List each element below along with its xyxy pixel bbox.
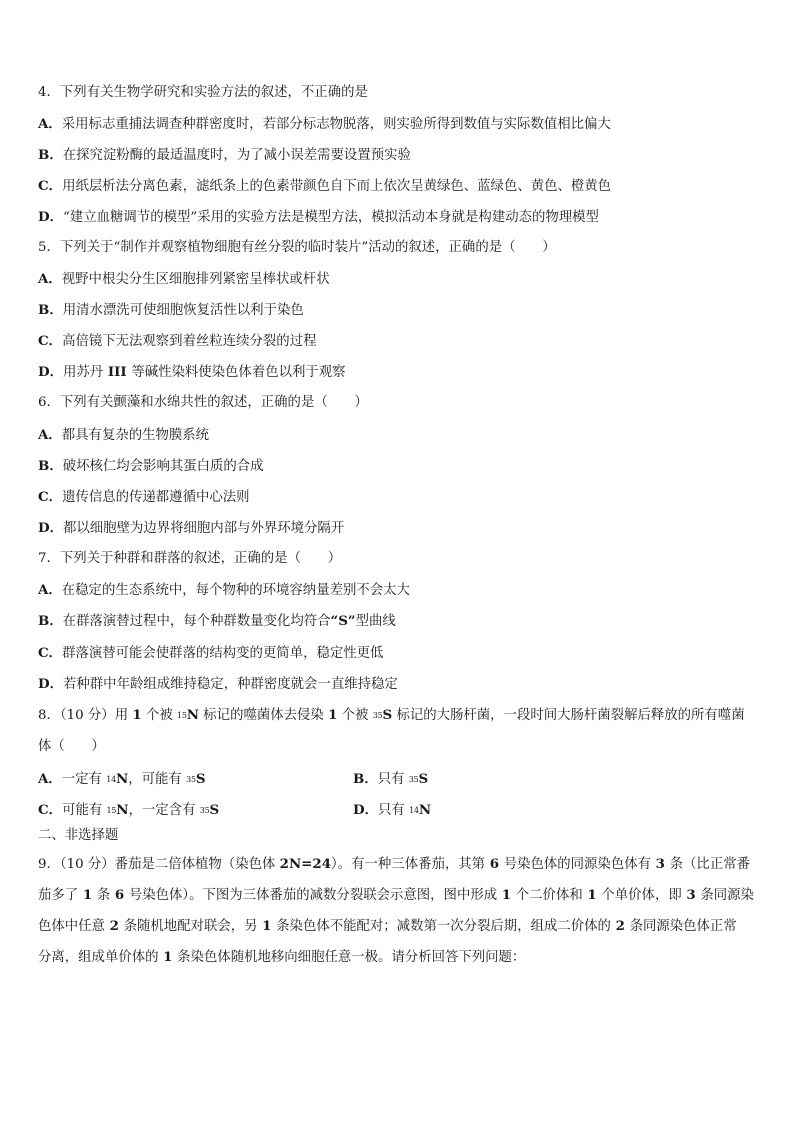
q4-option-b-text: 在探究淀粉酶的最适温度时，为了减小误差需要设置预实验 — [62, 148, 411, 163]
q4-option-c — [38, 177, 611, 196]
q5-option-c — [38, 332, 316, 351]
option-label: B． — [38, 147, 63, 163]
q8-option-a — [38, 772, 206, 787]
q4-option-d-text: “建立血糖调节的模型”采用的实验方法是模型方法，模拟活动本身就是构建动态的物理模型 — [63, 210, 599, 225]
q7-option-b-bold: “S” — [330, 613, 356, 629]
q9-bold: 1 — [257, 918, 277, 934]
q8-s2: 个被 — [145, 708, 173, 723]
q8-a-iso2: 35 — [186, 775, 196, 784]
q5-option-d-bold: III — [103, 364, 132, 380]
q8-option-d — [353, 801, 431, 820]
q6-option-c — [38, 488, 250, 507]
q8-a-el: N — [116, 771, 129, 787]
q9-bold: 1 — [497, 887, 516, 903]
q8-b-pre: 只有 — [377, 772, 405, 787]
q8-options-row2 — [38, 801, 758, 820]
option-label: D． — [38, 209, 64, 225]
q9-text: 9．（10 分）番茄是二倍体植物（染色体 — [38, 857, 280, 872]
q9-text: 号染色体的同源染色体有 — [503, 857, 651, 872]
q9-bold: 2 — [610, 918, 630, 934]
option-label: C． — [38, 645, 63, 661]
option-label: C． — [38, 178, 63, 194]
q5-option-a-text: 视野中根尖分生区细胞排列紧密呈棒状或杆状 — [61, 272, 330, 287]
q9-bold: 2N=24 — [279, 856, 332, 872]
q7-option-b-post: 型曲线 — [355, 614, 396, 629]
q9-bold: 1 — [158, 949, 178, 965]
q8-option-c — [38, 803, 219, 818]
q4-option-a-text: 采用标志重捕法调查种群密度时，若部分标志物脱落，则实验所得到数值与实际数值相比偏大 — [61, 117, 611, 132]
question-9-line4 — [38, 948, 525, 967]
q8-a-el2: S — [195, 771, 206, 787]
q7-option-d — [38, 675, 398, 694]
q5-option-d-pre: 用苏丹 — [63, 365, 104, 380]
q9-bold: 1 — [582, 887, 602, 903]
q8-s1: 用 — [114, 708, 129, 723]
section-heading: 二、非选择题 — [38, 828, 119, 843]
q9-text: 条 — [96, 888, 111, 903]
q9-bold: 3 — [651, 856, 670, 872]
q7-option-c — [38, 644, 383, 663]
q6-option-b — [38, 457, 264, 476]
q8-a-mid: ，可能有 — [128, 772, 182, 787]
option-label: A． — [38, 271, 62, 287]
q9-text: 条染色体随机地移向细胞任意一极。请分析回答下列问题： — [177, 950, 526, 965]
question-8-stem — [38, 706, 745, 725]
option-label: B． — [353, 771, 378, 787]
question-9-line2 — [38, 886, 754, 905]
q9-text: 号染色体）。下图为三体番茄的减数分裂联会示意图，图中形成 — [128, 888, 498, 903]
option-label: B． — [38, 458, 63, 474]
q4-option-a — [38, 115, 611, 134]
q8-S: S — [382, 707, 393, 723]
q8-a-pre: 一定有 — [61, 772, 102, 787]
q6-option-a-text: 都具有复杂的生物膜系统 — [61, 428, 210, 443]
option-label: D． — [38, 364, 64, 380]
q9-text: 个单价体，即 — [601, 888, 682, 903]
q4-option-c-text: 用纸层析法分离色素，滤纸条上的色素带颜色自下而上依次呈黄绿色、蓝绿色、黄色、橙黄色 — [62, 179, 612, 194]
question-9-line3 — [38, 917, 737, 936]
q8-s4: 个被 — [341, 708, 369, 723]
q8-c-el: N — [116, 802, 129, 818]
option-label: C． — [38, 333, 63, 349]
q8-c-iso2: 35 — [199, 806, 210, 815]
option-label: B． — [38, 302, 63, 318]
q9-text: 茄多了 — [38, 888, 79, 903]
q9-text: 色体中任意 — [38, 919, 105, 934]
q7-option-d-text: 若种群中年龄组成维持稳定，种群密度就会一直维持稳定 — [63, 677, 398, 692]
q8-d-el: N — [418, 802, 432, 818]
q9-text: 条同源染 — [700, 888, 754, 903]
option-label: D． — [353, 802, 379, 818]
q9-text: ）。有一种三体番茄，其第 — [331, 857, 486, 872]
q8-c-pre: 可能有 — [62, 803, 103, 818]
q8-options-row1 — [38, 770, 758, 789]
q5-option-b — [38, 301, 304, 320]
q7-option-b-pre: 在群落演替过程中，每个种群数量变化均符合 — [62, 614, 331, 629]
q8-iso35: 35 — [372, 711, 383, 720]
q9-bold: 6 — [110, 887, 129, 903]
option-label: B． — [38, 613, 63, 629]
q6-option-d — [38, 519, 344, 538]
option-label: A． — [38, 427, 62, 443]
option-label: D． — [38, 520, 64, 536]
q5-option-d — [38, 363, 346, 382]
q8-d-pre: 只有 — [378, 803, 405, 818]
q9-text: 分离，组成单价体的 — [38, 950, 159, 965]
q8-a-iso: 14 — [106, 775, 116, 784]
q8-n1: 1 — [132, 707, 142, 723]
q7-option-a-text: 在稳定的生态系统中，每个物种的环境容纳量差别不会太大 — [61, 583, 410, 598]
q8-s3: 标记的噬菌体去侵染 — [203, 708, 324, 723]
q8-iso15: 15 — [177, 711, 187, 720]
q4-option-b — [38, 146, 411, 165]
q8-c-el2: S — [209, 802, 220, 818]
option-label: D． — [38, 676, 64, 692]
q6-option-a — [38, 426, 209, 445]
q8-score: （10 分） — [59, 708, 115, 723]
q9-bold: 3 — [681, 887, 701, 903]
q8-b-iso: 35 — [408, 775, 419, 784]
question-9-line1 — [38, 855, 750, 874]
q9-text: 条同源染色体正常 — [629, 919, 737, 934]
q9-bold: 1 — [78, 887, 97, 903]
option-label: C． — [38, 489, 63, 505]
option-label: A． — [38, 771, 62, 787]
q4-option-d — [38, 208, 599, 227]
q5-option-a — [38, 270, 330, 289]
option-label: A． — [38, 582, 62, 598]
q9-text: 个二价体和 — [515, 888, 583, 903]
q8-b-el: S — [418, 771, 429, 787]
q7-option-c-text: 群落演替可能会使群落的结构变的更简单，稳定性更低 — [62, 646, 384, 661]
q7-option-a — [38, 581, 410, 600]
q8-N: N — [186, 707, 200, 723]
q7-option-b — [38, 612, 396, 631]
q5-option-b-text: 用清水漂洗可使细胞恢复活性以利于染色 — [62, 303, 304, 318]
option-label: A． — [38, 116, 62, 132]
q9-text: 条染色体不能配对；减数第一次分裂后期，组成二价体的 — [276, 919, 611, 934]
question-7-stem: 7．下列关于种群和群落的叙述，正确的是（ ） — [38, 551, 342, 566]
q9-text: 条（比正常番 — [669, 857, 750, 872]
q6-option-b-text: 破坏核仁均会影响其蛋白质的合成 — [62, 459, 264, 474]
question-4-stem: 4．下列有关生物学研究和实验方法的叙述，不正确的是 — [38, 85, 368, 100]
q5-option-d-post: 等碱性染料使染色体着色以利于观察 — [131, 365, 346, 380]
q8-c-iso: 15 — [106, 806, 117, 815]
q5-option-c-text: 高倍镜下无法观察到着丝粒连续分裂的过程 — [62, 334, 317, 349]
question-5-stem: 5．下列关于“制作并观察植物细胞有丝分裂的临时装片”活动的叙述，正确的是（ ） — [38, 240, 556, 255]
q8-d-iso: 14 — [409, 806, 419, 815]
q9-bold: 6 — [485, 856, 504, 872]
q8-num: 8． — [38, 708, 60, 723]
q8-s5: 标记的大肠杆菌，一段时间大肠杆菌裂解后释放的所有噬菌 — [396, 708, 745, 723]
q8-c-mid: ，一定含有 — [128, 803, 196, 818]
q6-option-c-text: 遗传信息的传递都遵循中心法则 — [62, 490, 250, 505]
question-8-stem-line2: 体（ ） — [38, 739, 105, 754]
question-6-stem: 6．下列有关颤藻和水绵共性的叙述，正确的是（ ） — [38, 395, 368, 410]
option-label: C． — [38, 802, 63, 818]
q6-option-d-text: 都以细胞壁为边界将细胞内部与外界环境分隔开 — [63, 521, 345, 536]
q9-text: 条随机地配对联会，另 — [123, 919, 258, 934]
q8-option-b — [353, 770, 428, 789]
q8-n2: 1 — [328, 707, 338, 723]
q9-bold: 2 — [104, 918, 124, 934]
